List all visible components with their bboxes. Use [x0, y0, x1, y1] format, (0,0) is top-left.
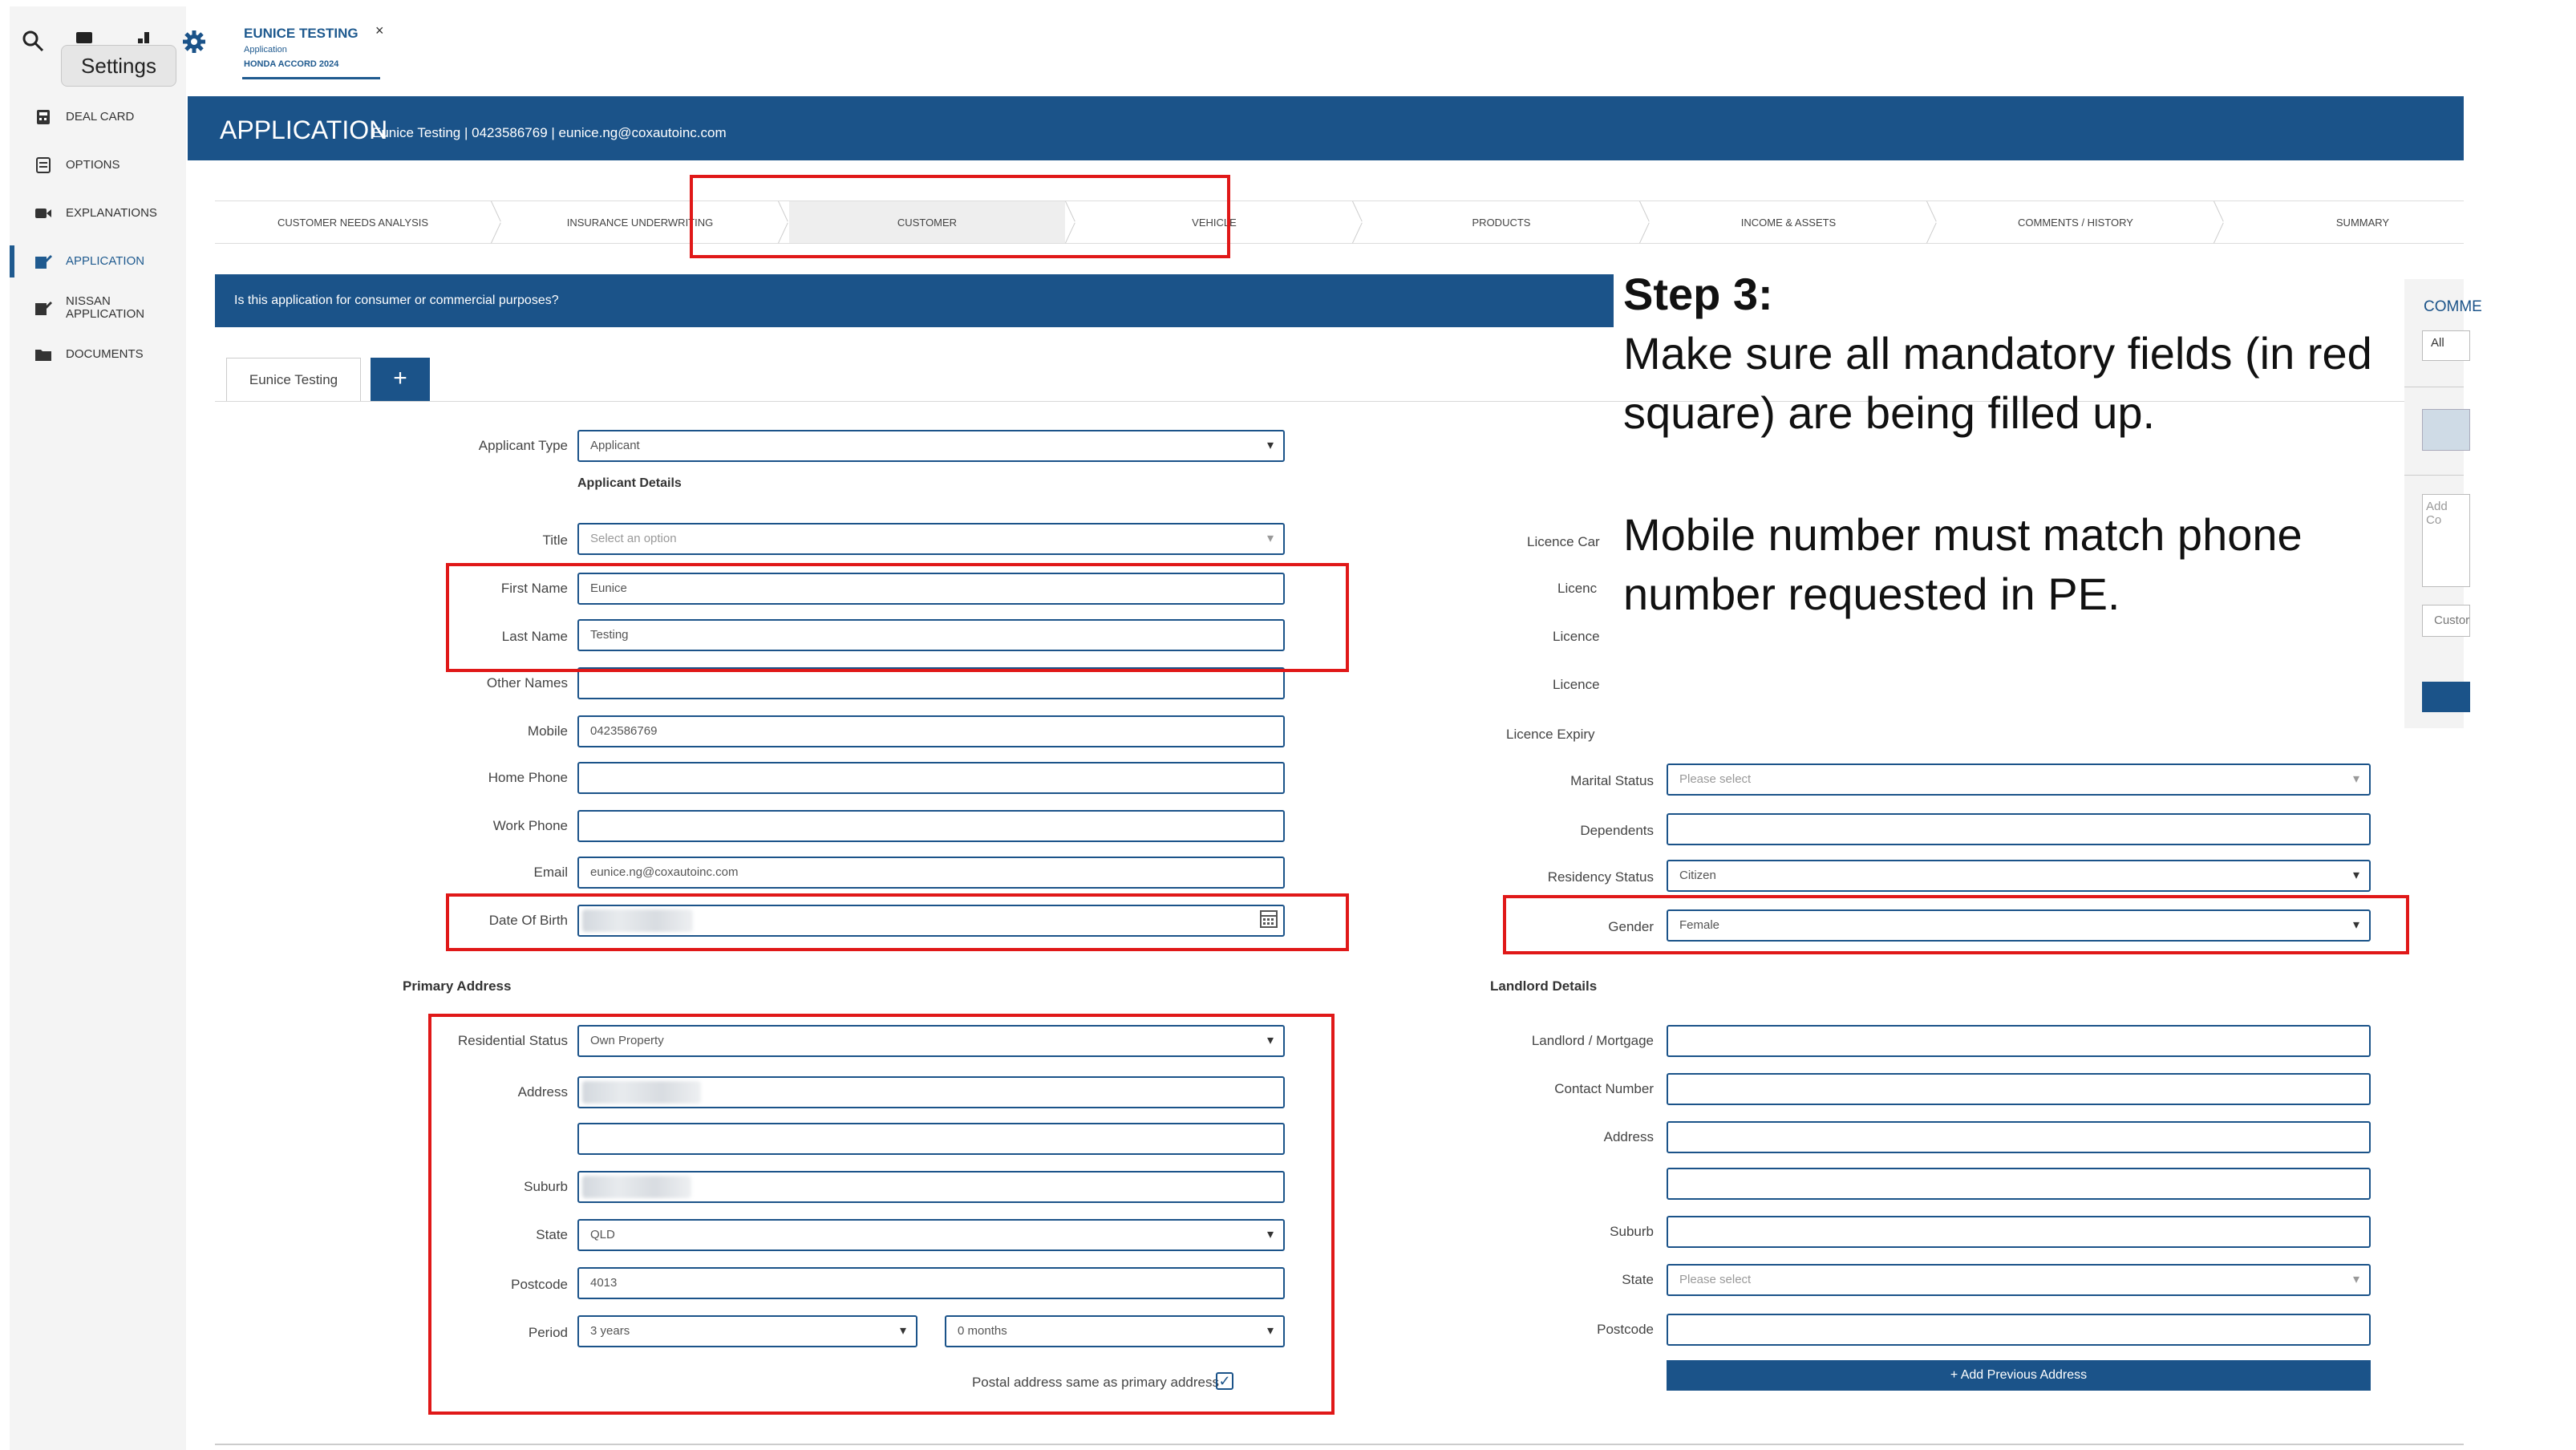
address-label: Address: [517, 1084, 568, 1100]
landlord-state-label: State: [1622, 1272, 1654, 1287]
last-name-label: Last Name: [501, 629, 568, 644]
sidebar-item-label: OPTIONS: [66, 158, 120, 172]
marital-status-label: Marital Status: [1570, 773, 1654, 788]
residency-status-label: Residency Status: [1547, 869, 1654, 885]
dependents-field[interactable]: [1667, 813, 2371, 845]
landlord-address-line-2-field[interactable]: [1667, 1168, 2371, 1200]
instruction-text: Make sure all mandatory fields (in red square) are being filled up.: [1623, 328, 2372, 438]
sidebar-item-explanations[interactable]: [34, 197, 157, 229]
title-select[interactable]: Select an option ▾: [577, 523, 1285, 555]
email-field[interactable]: eunice.ng@coxautoinc.com: [577, 857, 1285, 889]
suburb-label: Suburb: [524, 1179, 568, 1194]
residency-status-select[interactable]: Citizen ▾: [1667, 860, 2371, 892]
search-icon[interactable]: [21, 29, 45, 59]
step-income-assets[interactable]: INCOME & ASSETS: [1740, 216, 1837, 229]
application-stepper: [215, 200, 2464, 244]
highlight-name-fields: [446, 563, 1349, 672]
gear-icon[interactable]: [181, 29, 207, 60]
list-icon: [34, 158, 53, 172]
landlord-suburb-label: Suburb: [1610, 1224, 1654, 1239]
contact-number-field[interactable]: [1667, 1073, 2371, 1105]
postal-same-label: Postal address same as primary address: [971, 1375, 1219, 1390]
landlord-address-line-1-field[interactable]: [1667, 1121, 2371, 1153]
edit-icon: [34, 254, 53, 269]
comments-filter-select[interactable]: All: [2422, 330, 2470, 361]
step-vehicle[interactable]: VEHICLE: [1192, 216, 1237, 229]
landlord-suburb-field[interactable]: [1667, 1216, 2371, 1248]
settings-tooltip: Settings: [61, 45, 176, 87]
sidebar-item-label: NISSAN APPLICATION: [66, 294, 145, 321]
contact-number-label: Contact Number: [1554, 1081, 1654, 1096]
deal-tab-subtitle: Application: [244, 45, 287, 55]
sidebar-item-nissan-application[interactable]: [34, 292, 162, 324]
postcode-field[interactable]: 4013: [577, 1267, 1285, 1299]
sidebar: [10, 6, 186, 1450]
residential-status-label: Residential Status: [457, 1033, 568, 1048]
dob-label: Date Of Birth: [488, 913, 568, 928]
mobile-label: Mobile: [527, 723, 568, 739]
work-phone-field[interactable]: [577, 810, 1285, 842]
comments-title: COMME: [2424, 298, 2482, 315]
deal-tab-vehicle: HONDA ACCORD 2024: [244, 59, 339, 69]
mobile-field[interactable]: 0423586769: [577, 715, 1285, 747]
applicant-tab[interactable]: Eunice Testing: [226, 358, 361, 401]
sidebar-item-label: DOCUMENTS: [66, 347, 144, 361]
work-phone-label: Work Phone: [492, 818, 568, 833]
other-names-label: Other Names: [486, 675, 568, 691]
add-previous-address-button[interactable]: + Add Previous Address: [1667, 1360, 2371, 1391]
licence-label: Licenc: [1557, 581, 1598, 596]
step-customer-needs-analysis[interactable]: CUSTOMER NEEDS ANALYSIS: [277, 216, 429, 229]
sidebar-item-label: DEAL CARD: [66, 110, 135, 124]
save-comment-button[interactable]: [2422, 682, 2470, 712]
email-label: Email: [533, 865, 568, 880]
period-years-select[interactable]: 3 years ▾: [577, 1315, 917, 1347]
divider: [215, 1444, 2464, 1445]
video-icon: [34, 206, 53, 221]
marital-status-select[interactable]: Please select ▾: [1667, 763, 2371, 796]
step-separator: [2213, 201, 2225, 243]
last-name-field[interactable]: Testing: [577, 619, 1285, 651]
sidebar-item-application[interactable]: [34, 245, 144, 277]
page-header: [188, 96, 2464, 160]
licence-card-label: Licence Car: [1527, 534, 1600, 549]
applicant-type-label: Applicant Type: [478, 438, 568, 453]
purpose-question-banner[interactable]: [215, 274, 1614, 327]
landlord-address-label: Address: [1603, 1129, 1654, 1144]
instruction-annotation: [1623, 265, 2425, 624]
app-window: [10, 6, 2482, 1450]
state-select[interactable]: QLD ▾: [577, 1219, 1285, 1251]
folder-icon: [34, 347, 53, 362]
page-title: APPLICATION: [220, 115, 388, 144]
comments-action-button[interactable]: [2422, 409, 2470, 451]
title-label: Title: [542, 533, 568, 548]
comment-type-select[interactable]: Custor: [2422, 605, 2470, 637]
purpose-question: Is this application for consumer or commercial purposes?: [234, 294, 559, 307]
close-icon[interactable]: ×: [375, 22, 384, 38]
sidebar-item-documents[interactable]: [34, 338, 144, 371]
period-months-select[interactable]: 0 months ▾: [945, 1315, 1285, 1347]
other-names-field[interactable]: [577, 667, 1285, 699]
home-phone-field[interactable]: [577, 762, 1285, 794]
instruction-text: Mobile number must match phone number requested in PE.: [1623, 509, 2303, 619]
highlight-address-section: [428, 1014, 1335, 1415]
residential-status-select[interactable]: Own Property ▾: [577, 1025, 1285, 1057]
active-indicator: [10, 245, 14, 277]
period-label: Period: [528, 1325, 568, 1340]
applicant-type-select[interactable]: Applicant ▾: [577, 430, 1285, 462]
step-products[interactable]: PRODUCTS: [1472, 216, 1531, 229]
add-comment-input[interactable]: Add Co: [2422, 494, 2470, 587]
sidebar-item-label: EXPLANATIONS: [66, 206, 157, 220]
dependents-label: Dependents: [1580, 823, 1654, 838]
sidebar-item-options[interactable]: [34, 149, 120, 181]
highlight-dob-field: [446, 893, 1349, 951]
sidebar-item-label: APPLICATION: [66, 254, 145, 268]
step-separator: [1926, 201, 1938, 243]
calculator-icon: [34, 110, 53, 124]
step-separator: [1639, 201, 1651, 243]
landlord-postcode-label: Postcode: [1597, 1322, 1654, 1337]
applicant-details-heading: Applicant Details: [577, 476, 682, 490]
landlord-mortgage-label: Landlord / Mortgage: [1531, 1033, 1654, 1048]
instruction-step-title: Step 3:: [1623, 269, 1773, 319]
add-applicant-button[interactable]: +: [371, 358, 430, 401]
gender-select[interactable]: Female ▾: [1667, 909, 2371, 942]
step-summary[interactable]: SUMMARY: [2335, 216, 2390, 229]
landlord-mortgage-field[interactable]: [1667, 1025, 2371, 1057]
first-name-label: First Name: [500, 581, 568, 596]
highlight-customer-step: [690, 175, 1230, 258]
edit-icon: [34, 301, 53, 315]
landlord-details-heading: Landlord Details: [1490, 978, 1598, 994]
step-insurance-underwriting[interactable]: INSURANCE UNDERWRITING: [566, 216, 714, 229]
step-separator: [1352, 201, 1363, 243]
home-phone-label: Home Phone: [488, 770, 568, 785]
state-label: State: [536, 1227, 568, 1242]
tab-underline: [242, 77, 380, 79]
deal-tab-title: EUNICE TESTING: [244, 26, 358, 41]
postal-same-checkbox[interactable]: ✓: [1216, 1372, 1233, 1390]
licence-label: Licence: [1553, 629, 1600, 644]
landlord-postcode-field[interactable]: [1667, 1314, 2371, 1346]
step-separator: [491, 201, 502, 243]
postcode-label: Postcode: [511, 1277, 568, 1292]
highlight-gender-field: [1503, 895, 2409, 954]
sidebar-item-deal-card[interactable]: [34, 101, 134, 133]
customer-summary: Eunice Testing | 0423586769 | eunice.ng@coxautoinc.com: [372, 125, 727, 140]
licence-label: Licence: [1553, 677, 1600, 692]
landlord-state-select[interactable]: Please select ▾: [1667, 1264, 2371, 1296]
step-comments-history[interactable]: COMMENTS / HISTORY: [2018, 216, 2133, 229]
licence-expiry-label: Licence Expiry: [1506, 727, 1595, 742]
step-customer[interactable]: CUSTOMER: [789, 201, 1065, 243]
gender-label: Gender: [1608, 919, 1654, 934]
primary-address-heading: Primary Address: [403, 978, 512, 994]
first-name-field[interactable]: Eunice: [577, 573, 1285, 605]
